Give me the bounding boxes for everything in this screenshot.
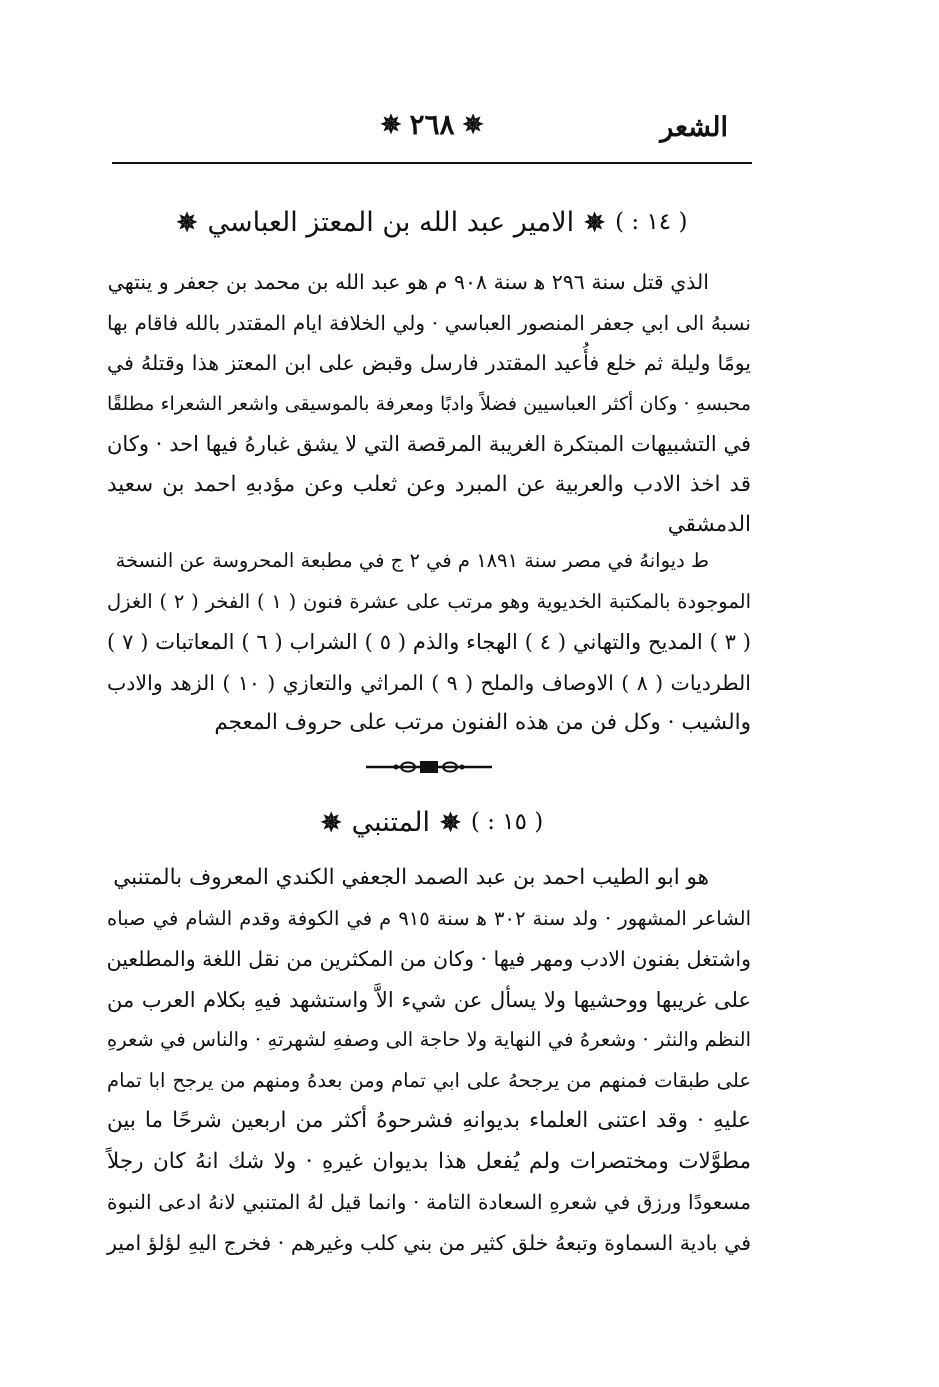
- paragraph: [107, 262, 751, 546]
- section-number: ( ١٥ : ): [470, 809, 544, 835]
- text-line: الدمشقي: [667, 512, 751, 537]
- section-heading: [112, 205, 752, 238]
- section-title: الامير عبد الله بن المعتز العباسي: [207, 206, 575, 238]
- text-line: على طبقات فمنهم من يرجحهُ على ابي تمام ومن بعدهُ ومنهم من يرجح ابا تمام: [107, 1068, 751, 1092]
- text-line: في التشبيهات المبتكرة الغريبة المرقصة التي لا يشق غبارهُ فيها احد · وكان: [107, 432, 751, 456]
- running-title: الشعر: [660, 112, 728, 143]
- text-line: نسبهُ الى ابي جعفر المنصور العباسي · ولي الخلافة ايام المقتدر بالله فاقام بها: [107, 310, 751, 335]
- section-number: ( ١٤ : ): [615, 209, 688, 235]
- text-line: قد اخذ الادب والعربية عن المبرد وعن ثعلب وعن مؤدبهِ احمد بن سعيد: [107, 471, 751, 497]
- text-line: في بادية السماوة وتبعهُ خلق كثير من بني كلب وغيرهم · فخرج اليهِ لؤلؤ امير: [107, 1230, 751, 1255]
- page-number-group: [380, 108, 483, 141]
- text-line: واشتغل بفنون الادب ومهر فيها · وكان من المكثرين من نقل اللغة والمطلعين: [106, 947, 751, 971]
- text-line: النظم والنثر · وشعرهُ في النهاية ولا حاجة الى وصفهِ لشهرتهِ · والناس في شعرهِ: [107, 1028, 751, 1051]
- text-line: عليهِ · وقد اعتنى العلماء بديوانهِ فشرحوهُ أكثر من اربعين شرحًا ما بين: [107, 1108, 751, 1133]
- section-divider-ornament-icon: [364, 758, 494, 776]
- text-line: الموجودة بالمكتبة الخديوية وهو مرتب على عشرة فنون ( ١ ) الفخر ( ٢ ) الغزل: [107, 589, 751, 613]
- page-number: ٢٦٨: [409, 108, 455, 141]
- header-rule: [112, 162, 752, 164]
- text-line: ط ديوانهُ في مصر سنة ١٨٩١ م في ٢ ج في مطبعة المحروسة عن النسخة: [115, 549, 709, 572]
- star-ornament-icon: ✵: [439, 807, 461, 837]
- text-line: والشيب · وكل فن من هذه الفنون مرتب على حروف المعجم: [214, 710, 751, 735]
- page-header: [112, 100, 752, 156]
- section-heading: [112, 805, 752, 838]
- star-ornament-icon: ✵: [320, 807, 342, 837]
- star-ornament-icon: ✵: [584, 207, 606, 237]
- text-line: الطرديات ( ٨ ) الاوصاف والملح ( ٩ ) المراثي والتعازي ( ١٠ ) الزهد والادب: [107, 670, 751, 695]
- text-line: مسعودًا ورزق في شعرهِ السعادة التامة · وانما قيل لهُ المتنبي لانهُ ادعى النبوة: [107, 1190, 751, 1214]
- star-ornament-icon: ✵: [176, 207, 198, 237]
- star-ornament-icon: ✵: [462, 110, 484, 139]
- text-line: الشاعر المشهور · ولد سنة ٣٠٢ ﻫ سنة ٩١٥ م في الكوفة وقدم الشام في صباه: [107, 906, 752, 930]
- text-line: الذي قتل سنة ٢٩٦ ﻫ سنة ٩٠٨ م هو عبد الله بن محمد بن جعفر و ينتهي: [107, 270, 709, 294]
- text-line: يومًا وليلة ثم خلع فأُعيد المقتدر فارسل وقبض على ابن المعتز هذا وقتلهُ في: [107, 351, 751, 375]
- section-title: المتنبي: [351, 806, 430, 838]
- paragraph: [107, 858, 751, 1263]
- text-line: مطوَّلات ومختصرات ولم يُفعل هذا بديوان غيرهِ · ولا شك انهُ كان رجلاً: [107, 1148, 751, 1174]
- text-line: هو ابو الطيب احمد بن عبد الصمد الجعفي الكندي المعروف بالمتنبي: [113, 865, 709, 890]
- paragraph: [107, 541, 751, 744]
- text-line: ( ٣ ) المديح والتهاني ( ٤ ) الهجاء والذم ( ٥ ) الشراب ( ٦ ) المعاتبات ( ٧ ): [107, 630, 752, 654]
- text-line: على غريبها ووحشيها ولا يسأل عن شيء الاَّ واستشهد فيهِ بكلام العرب من: [107, 987, 751, 1012]
- star-ornament-icon: ✵: [380, 110, 402, 139]
- text-line: محبسهِ · وكان أكثر العباسيين فضلاً وادبًا ومعرفة بالموسيقى واشعر الشعراء مطلقًا: [107, 392, 751, 415]
